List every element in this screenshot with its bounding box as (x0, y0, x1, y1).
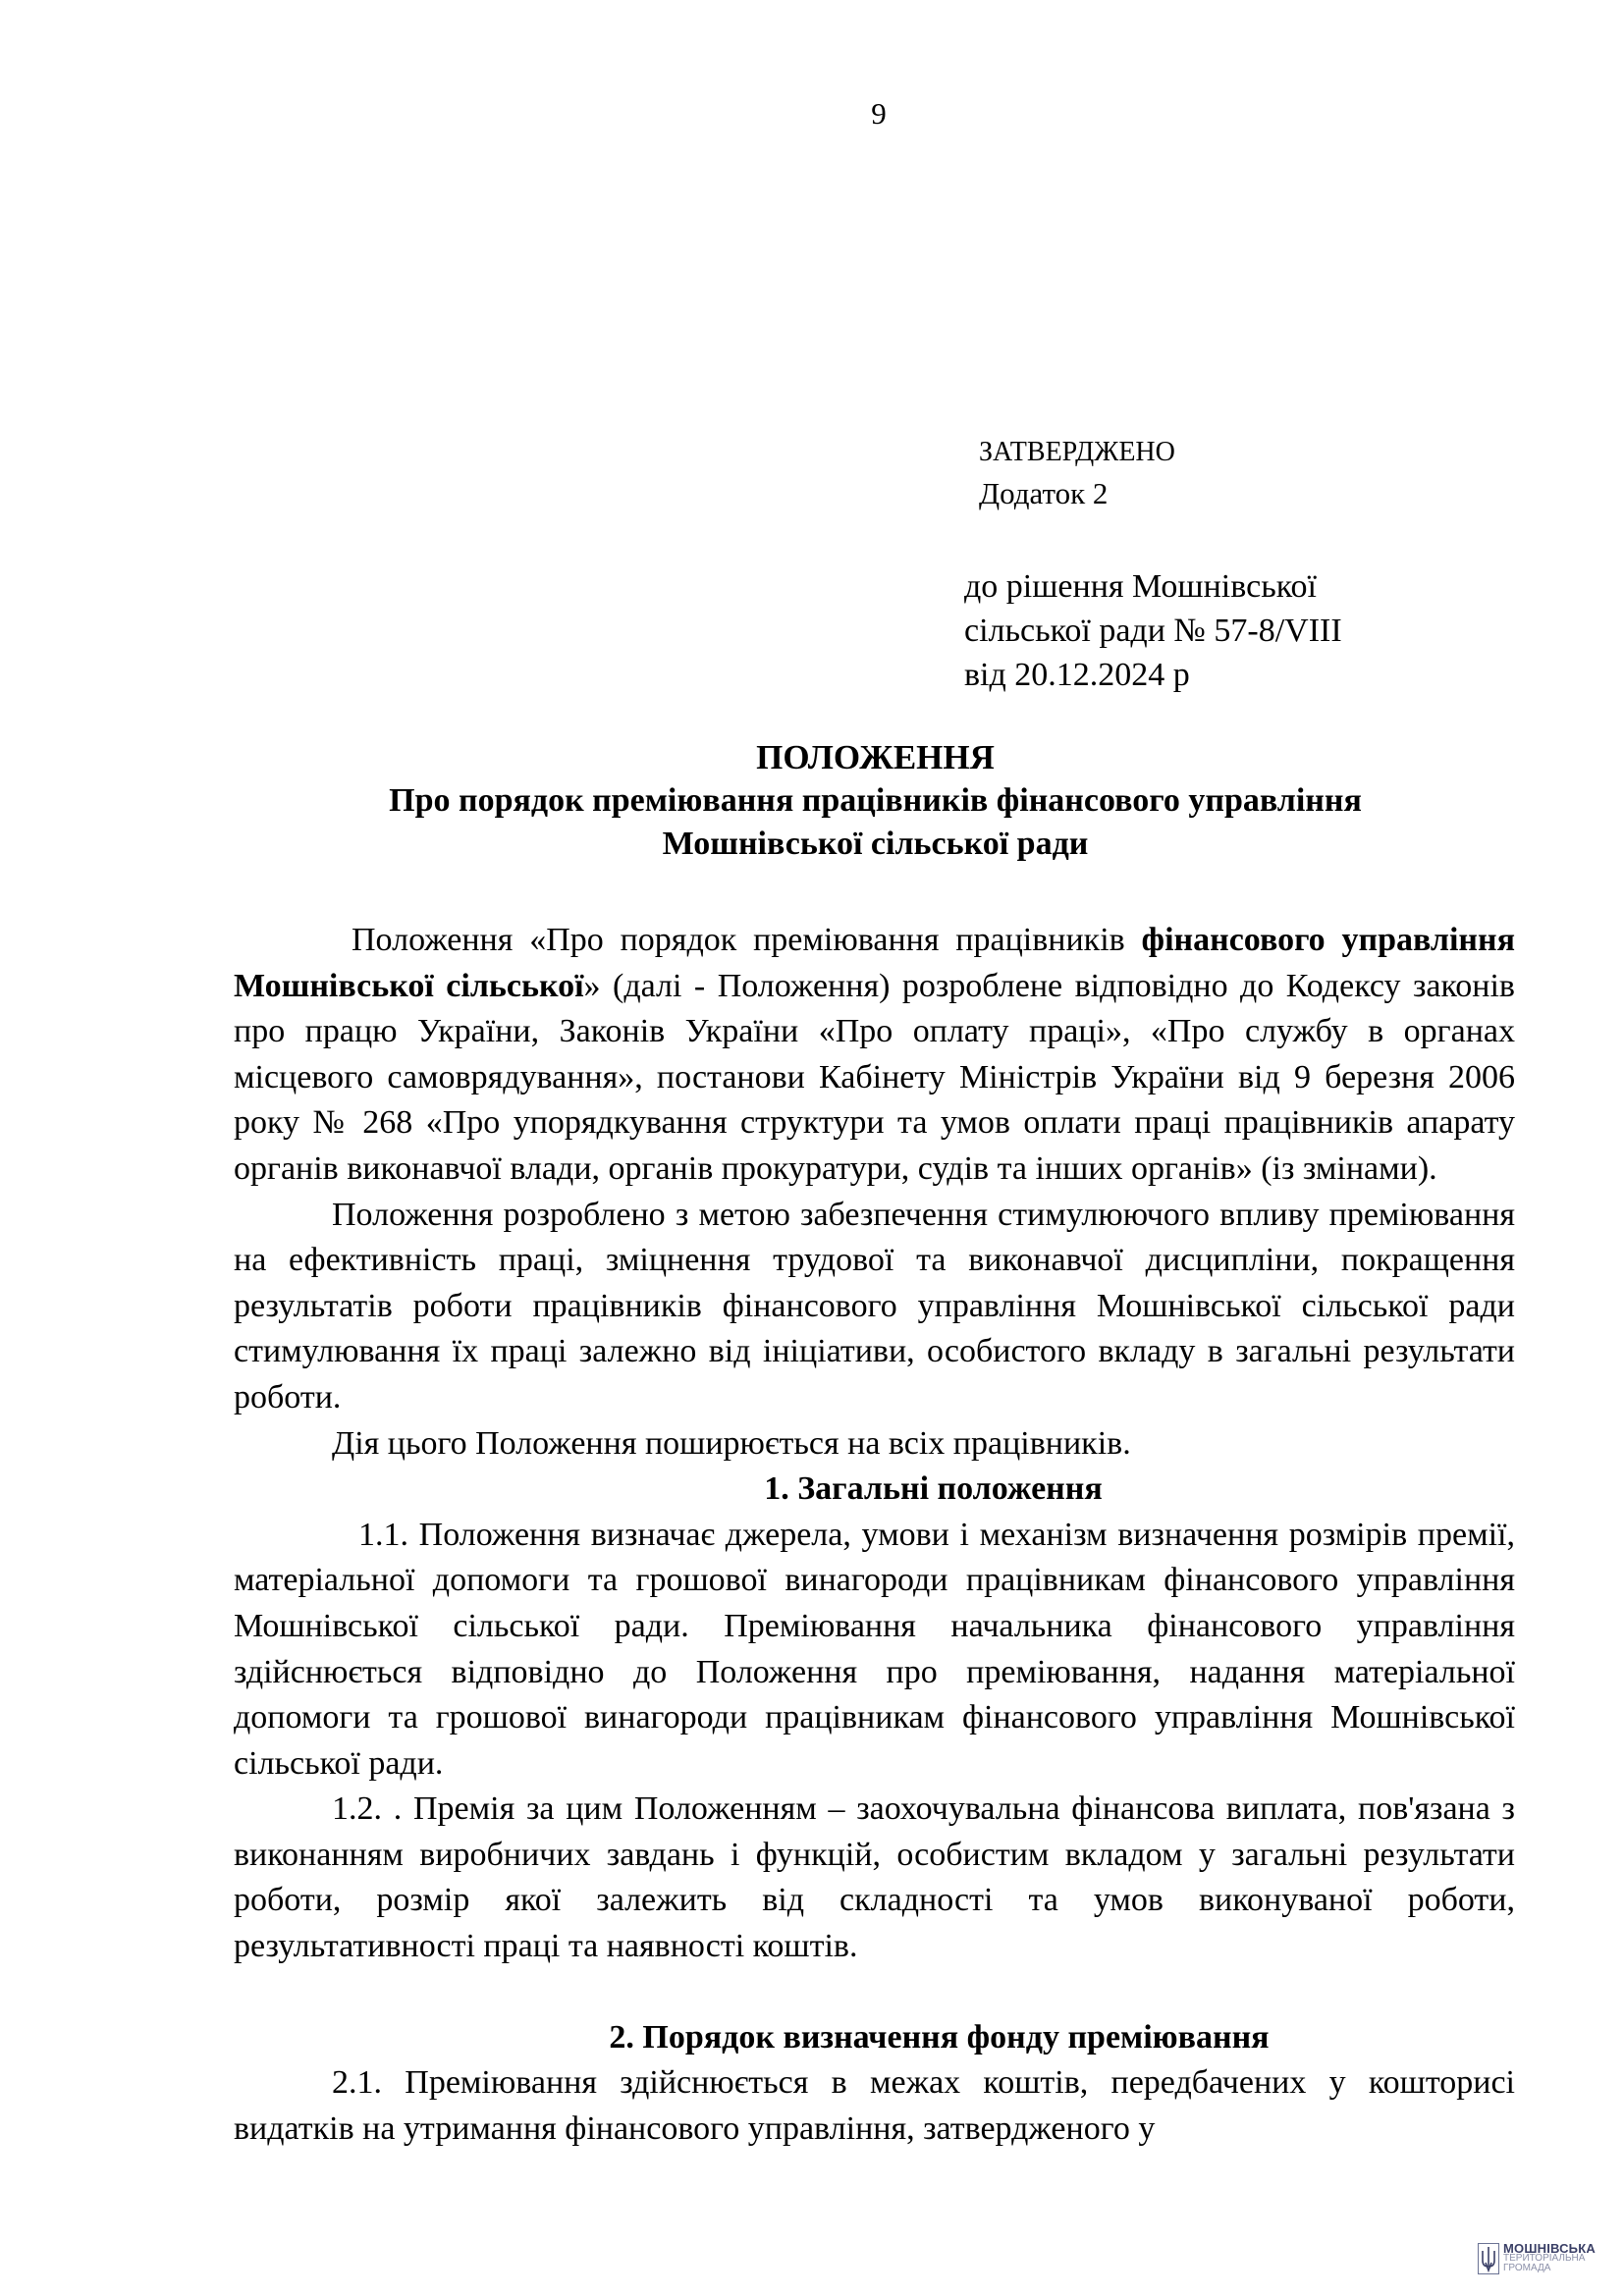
approval-ref-line1: до рішення Мошнівської (964, 568, 1317, 605)
title-line2: Про порядок преміювання працівників фінансового управління (389, 782, 1362, 819)
trident-icon (1478, 2243, 1499, 2274)
intro-p1-end: » (далі - Положення) розроблене відповідно до Кодексу законів про працю України, Законів України «Про оплату праці», «Про службу в органах місцевого самоврядування», постанови Кабінету Міністрів України від 9 березня 2006 року № 268 «Про упорядкування структури та умов оплати праці працівників апарату органів виконавчої влади, органів прокуратури, судів та інших органів» (із змінами). (234, 967, 1515, 1187)
logo-line3: ГРОМАДА (1503, 2263, 1551, 2273)
section-1-heading: 1. Загальні положення (764, 1470, 1103, 1508)
approval-reference (964, 564, 1342, 697)
paragraph-1-2: 1.2. . Премія за цим Положенням – заохочувальна фінансова виплата, пов'язана з виконанням виробничих завдань і функцій, особистим вкладом у загальні результати роботи, розмір якої залежить від складності та умов виконуваної роботи, результативності праці та наявності коштів. (234, 1790, 1515, 1965)
intro-paragraph-3: Дія цього Положення поширюється на всіх працівників. (332, 1424, 1131, 1462)
section-2-heading: 2. Порядок визначення фонду преміювання (609, 2018, 1270, 2056)
approval-ref-line3: від 20.12.2024 р (964, 657, 1190, 693)
intro-paragraph-2: Положення розроблено з метою забезпечення стимулюючого впливу преміювання на ефективність праці, зміцнення трудової та виконавчої дисципліни, покращення результатів роботи працівників фінансового управління Мошнівської сільської ради стимулювання їх праці залежно від ініціативи, особистого вкладу в загальні результати роботи. (234, 1196, 1515, 1415)
title-line1: ПОЛОЖЕННЯ (756, 738, 995, 776)
community-logo (1478, 2243, 1596, 2274)
document-title (236, 736, 1515, 866)
page-number: 9 (871, 96, 887, 131)
intro-p1-bold: фінансового управління Мошнівської сільської (234, 922, 1516, 1004)
document-body (234, 918, 1515, 2152)
logo-line1: МОШНІВСЬКА (1503, 2241, 1596, 2256)
paragraph-1-1: 1.1. Положення визначає джерела, умови і механізм визначення розмірів премії, матеріальної допомоги та грошової винагороди працівникам фінансового управління Мошнівської сільської ради. Преміювання начальника фінансового управління здійснюється відповідно до Положення про преміювання, надання матеріальної допомоги та грошової винагороди працівникам фінансового управління Мошнівської сільської ради. (234, 1516, 1515, 1782)
approval-stamp: ЗАТВЕРДЖЕНО (979, 437, 1175, 467)
approval-ref-line2: сільської ради № 57-8/VIII (964, 613, 1342, 649)
title-line3: Мошнівської сільської ради (662, 826, 1089, 862)
intro-paragraph-1 (234, 918, 1515, 1193)
paragraph-2-1: 2.1. Преміювання здійснюється в межах коштів, передбачених у кошторисі видатків на утримання фінансового управління, затвердженого у (234, 2064, 1515, 2147)
approval-block (979, 432, 1175, 514)
approval-annex: Додаток 2 (979, 476, 1109, 510)
intro-p1-start: Положення «Про порядок преміювання працівників (352, 922, 1142, 958)
logo-line2: ТЕРИТОРІАЛЬНА (1503, 2253, 1586, 2264)
